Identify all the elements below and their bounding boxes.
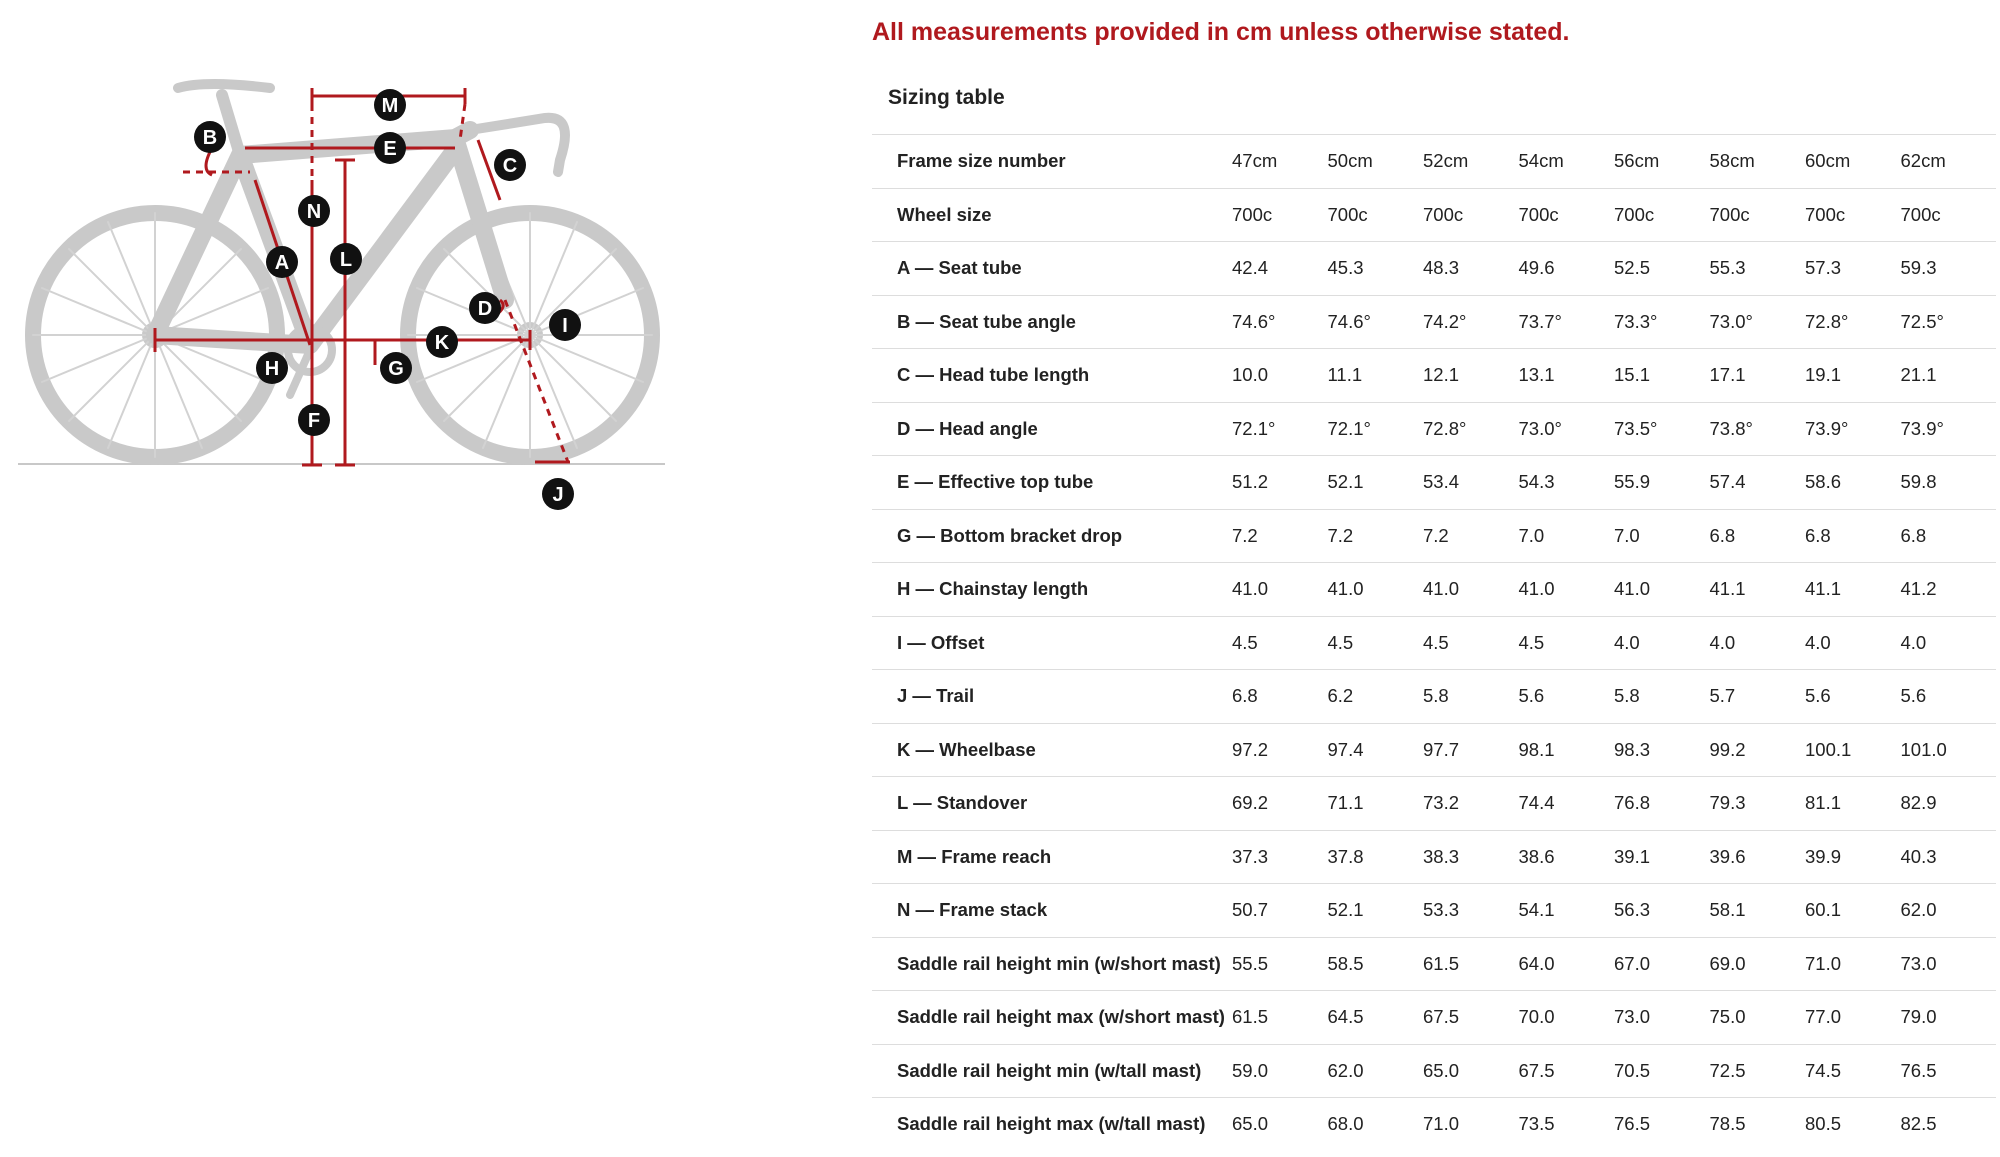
- svg-text:N: N: [306, 201, 322, 223]
- cell-value: 69.0: [1710, 937, 1806, 991]
- cell-value: 73.0: [1614, 991, 1710, 1045]
- svg-text:J: J: [552, 484, 564, 506]
- cell-value: 59.0: [1232, 1044, 1328, 1098]
- table-row: [872, 242, 1996, 296]
- cell-value: 74.2°: [1423, 295, 1519, 349]
- cell-value: 5.6: [1805, 670, 1901, 724]
- cell-value: 62.0: [1901, 884, 1997, 938]
- row-label: Saddle rail height max (w/tall mast): [897, 1113, 1206, 1135]
- cell-value: 10.0: [1232, 349, 1328, 403]
- cell-value: 74.6°: [1232, 295, 1328, 349]
- cell-value: 52.5: [1614, 242, 1710, 296]
- table-row: [872, 1044, 1996, 1098]
- svg-text:F: F: [307, 410, 321, 432]
- cell-value: 58.5: [1328, 937, 1424, 991]
- cell-value: 58.6: [1805, 456, 1901, 510]
- cell-value: 97.7: [1423, 723, 1519, 777]
- sizing-table-title: Sizing table: [888, 86, 1005, 109]
- cell-value: 98.3: [1614, 723, 1710, 777]
- cell-value: 55.9: [1614, 456, 1710, 510]
- cell-value: 71.0: [1805, 937, 1901, 991]
- cell-value: 60.1: [1805, 884, 1901, 938]
- cell-value: 65.0: [1232, 1113, 1269, 1135]
- marker-b: [194, 121, 226, 153]
- cell-value: 700c: [1423, 188, 1519, 242]
- cell-value: 41.1: [1710, 563, 1806, 617]
- row-label: B — Seat tube angle: [872, 295, 1232, 349]
- cell-value: 78.5: [1709, 1113, 1746, 1135]
- cell-value: 41.0: [1519, 563, 1615, 617]
- svg-text:B: B: [202, 127, 218, 149]
- cell-value: 61.5: [1232, 991, 1328, 1045]
- cell-value: 41.1: [1805, 563, 1901, 617]
- cell-value: 700c: [1328, 188, 1424, 242]
- cell-value: 6.8: [1710, 509, 1806, 563]
- cell-value: 73.9°: [1805, 402, 1901, 456]
- cell-value: 17.1: [1710, 349, 1806, 403]
- cell-value: 53.3: [1423, 884, 1519, 938]
- row-label: J — Trail: [872, 670, 1232, 724]
- cell-value: 52.1: [1328, 884, 1424, 938]
- cell-value: 700c: [1710, 188, 1806, 242]
- marker-f: [298, 404, 330, 436]
- row-label: I — Offset: [872, 616, 1232, 670]
- table-row: [872, 830, 1996, 884]
- marker-c: [494, 149, 526, 181]
- table-row: [872, 991, 1996, 1045]
- sizing-table-body: [872, 135, 1996, 1151]
- cell-value: 41.0: [1423, 563, 1519, 617]
- cell-value: 82.5: [1900, 1113, 1937, 1135]
- cell-value: 73.5: [1518, 1113, 1555, 1135]
- cell-value: 54.3: [1519, 456, 1615, 510]
- bike-geometry-diagram: [0, 0, 680, 520]
- cell-value: 67.5: [1519, 1044, 1615, 1098]
- cell-value: 73.0°: [1519, 402, 1615, 456]
- cell-value: 101.0: [1901, 723, 1997, 777]
- row-label: Wheel size: [872, 188, 1232, 242]
- marker-a: [266, 246, 298, 278]
- cell-value: 61.5: [1423, 937, 1519, 991]
- cell-value: 39.9: [1805, 830, 1901, 884]
- svg-text:G: G: [388, 358, 404, 380]
- cell-value: 4.0: [1805, 616, 1901, 670]
- cell-value: 76.8: [1614, 777, 1710, 831]
- cell-value: 49.6: [1519, 242, 1615, 296]
- marker-m: [374, 89, 406, 121]
- cell-value: 74.5: [1805, 1044, 1901, 1098]
- row-label: L — Standover: [872, 777, 1232, 831]
- row-label: Frame size number: [872, 135, 1232, 188]
- cell-value: 700c: [1614, 188, 1710, 242]
- cell-value: 76.5: [1901, 1044, 1997, 1098]
- cell-value: 37.3: [1232, 830, 1328, 884]
- cell-value: 55.5: [1232, 937, 1328, 991]
- cell-value: 48.3: [1423, 242, 1519, 296]
- marker-d: [469, 292, 501, 324]
- cell-value: 57.4: [1710, 456, 1806, 510]
- table-row: [872, 723, 1996, 777]
- cell-value: 99.2: [1710, 723, 1806, 777]
- cell-value: 700c: [1232, 188, 1328, 242]
- cell-value: 70.0: [1519, 991, 1615, 1045]
- marker-h: [256, 352, 288, 384]
- cell-value: 52.1: [1328, 456, 1424, 510]
- cell-value: 700c: [1519, 188, 1615, 242]
- cell-value: 41.2: [1901, 563, 1997, 617]
- cell-value: 54cm: [1519, 135, 1615, 188]
- marker-g: [380, 352, 412, 384]
- row-label: N — Frame stack: [872, 884, 1232, 938]
- sizing-table: [872, 135, 1996, 1151]
- cell-value: 53.4: [1423, 456, 1519, 510]
- svg-text:E: E: [383, 138, 397, 160]
- row-label: D — Head angle: [872, 402, 1232, 456]
- svg-text:H: H: [264, 358, 280, 380]
- table-row: [872, 509, 1996, 563]
- cell-value: 4.5: [1328, 616, 1424, 670]
- svg-text:D: D: [477, 298, 493, 320]
- cell-value: 73.9°: [1901, 402, 1997, 456]
- cell-value: 51.2: [1232, 456, 1328, 510]
- cell-value: 58cm: [1710, 135, 1806, 188]
- cell-value: 41.0: [1232, 563, 1328, 617]
- row-label: Saddle rail height min (w/short mast): [872, 937, 1232, 991]
- cell-value: 68.0: [1327, 1113, 1364, 1135]
- cell-value: 72.5°: [1901, 295, 1997, 349]
- cell-value: 5.8: [1614, 670, 1710, 724]
- svg-text:K: K: [434, 332, 450, 354]
- row-label: Saddle rail height min (w/tall mast): [872, 1044, 1232, 1098]
- cell-value: 52cm: [1423, 135, 1519, 188]
- cell-value: 98.1: [1519, 723, 1615, 777]
- cell-value: 73.0: [1901, 937, 1997, 991]
- cell-value: 4.5: [1232, 616, 1328, 670]
- cell-value: 75.0: [1710, 991, 1806, 1045]
- cell-value: 69.2: [1232, 777, 1328, 831]
- cell-value: 67.5: [1423, 991, 1519, 1045]
- saddle: [178, 84, 270, 88]
- row-label: Saddle rail height max (w/short mast): [872, 991, 1232, 1045]
- cell-value: 21.1: [1901, 349, 1997, 403]
- cell-value: 58.1: [1710, 884, 1806, 938]
- cell-value: 74.6°: [1328, 295, 1424, 349]
- cell-value: 6.2: [1328, 670, 1424, 724]
- cell-value: 6.8: [1901, 509, 1997, 563]
- cell-value: 7.0: [1519, 509, 1615, 563]
- cell-value: 41.0: [1614, 563, 1710, 617]
- row-label: K — Wheelbase: [872, 723, 1232, 777]
- cell-value: 50cm: [1328, 135, 1424, 188]
- cell-value: 74.4: [1519, 777, 1615, 831]
- cell-value: 73.3°: [1614, 295, 1710, 349]
- cell-value: 37.8: [1328, 830, 1424, 884]
- cell-value: 64.5: [1328, 991, 1424, 1045]
- table-row: [872, 456, 1996, 510]
- cell-value: 5.6: [1519, 670, 1615, 724]
- row-label: A — Seat tube: [872, 242, 1232, 296]
- cell-value: 62cm: [1901, 135, 1997, 188]
- cell-value: 5.7: [1710, 670, 1806, 724]
- cell-value: 59.8: [1901, 456, 1997, 510]
- cell-value: 77.0: [1805, 991, 1901, 1045]
- cell-value: 700c: [1901, 188, 1997, 242]
- marker-e: [374, 132, 406, 164]
- cell-value: 72.1°: [1328, 402, 1424, 456]
- cell-value: 4.0: [1901, 616, 1997, 670]
- cell-value: 76.5: [1614, 1113, 1651, 1135]
- cell-value: 42.4: [1232, 242, 1328, 296]
- cell-value: 72.1°: [1232, 402, 1328, 456]
- table-row: [872, 295, 1996, 349]
- cell-value: 100.1: [1805, 723, 1901, 777]
- cell-value: 72.8°: [1805, 295, 1901, 349]
- cell-value: 79.3: [1710, 777, 1806, 831]
- cell-value: 54.1: [1519, 884, 1615, 938]
- marker-j: [542, 478, 574, 510]
- cell-value: 39.6: [1710, 830, 1806, 884]
- marker-k: [426, 326, 458, 358]
- cell-value: 39.1: [1614, 830, 1710, 884]
- svg-text:A: A: [274, 252, 290, 274]
- table-row: [872, 616, 1996, 670]
- table-row: [872, 937, 1996, 991]
- cell-value: 79.0: [1901, 991, 1997, 1045]
- row-label: G — Bottom bracket drop: [872, 509, 1232, 563]
- cell-value: 73.8°: [1710, 402, 1806, 456]
- cell-value: 45.3: [1328, 242, 1424, 296]
- cell-value: 65.0: [1423, 1044, 1519, 1098]
- cell-value: 41.0: [1328, 563, 1424, 617]
- cell-value: 64.0: [1519, 937, 1615, 991]
- cell-value: 72.8°: [1423, 402, 1519, 456]
- table-row: [872, 1098, 1996, 1151]
- table-row: [872, 563, 1996, 617]
- marker-l: [330, 243, 362, 275]
- row-label: H — Chainstay length: [872, 563, 1232, 617]
- cell-value: 6.8: [1232, 670, 1328, 724]
- cell-value: 71.1: [1328, 777, 1424, 831]
- cell-value: 67.0: [1614, 937, 1710, 991]
- svg-text:M: M: [381, 95, 399, 117]
- cell-value: 5.6: [1901, 670, 1997, 724]
- table-row: [872, 884, 1996, 938]
- cell-value: 73.0°: [1710, 295, 1806, 349]
- svg-text:I: I: [562, 315, 568, 337]
- cell-value: 62.0: [1328, 1044, 1424, 1098]
- cell-value: 40.3: [1901, 830, 1997, 884]
- cell-value: 47cm: [1232, 135, 1328, 188]
- cell-value: 70.5: [1614, 1044, 1710, 1098]
- row-label: C — Head tube length: [872, 349, 1232, 403]
- cell-value: 7.2: [1232, 509, 1328, 563]
- table-row: [872, 670, 1996, 724]
- cell-value: 38.3: [1423, 830, 1519, 884]
- cell-value: 12.1: [1423, 349, 1519, 403]
- cell-value: 81.1: [1805, 777, 1901, 831]
- row-label: M — Frame reach: [872, 830, 1232, 884]
- cell-value: 7.2: [1328, 509, 1424, 563]
- cell-value: 59.3: [1901, 242, 1997, 296]
- cell-value: 4.0: [1710, 616, 1806, 670]
- cell-value: 4.5: [1519, 616, 1615, 670]
- cell-value: 700c: [1805, 188, 1901, 242]
- cell-value: 5.8: [1423, 670, 1519, 724]
- cell-value: 72.5: [1710, 1044, 1806, 1098]
- cell-value: 73.5°: [1614, 402, 1710, 456]
- cell-value: 71.0: [1423, 1113, 1460, 1135]
- svg-text:L: L: [339, 249, 353, 271]
- cell-value: 7.0: [1614, 509, 1710, 563]
- cell-value: 56cm: [1614, 135, 1710, 188]
- cell-value: 15.1: [1614, 349, 1710, 403]
- table-row: [872, 402, 1996, 456]
- cell-value: 73.2: [1423, 777, 1519, 831]
- row-label: E — Effective top tube: [872, 456, 1232, 510]
- marker-i: [549, 309, 581, 341]
- cell-value: 97.2: [1232, 723, 1328, 777]
- cell-value: 13.1: [1519, 349, 1615, 403]
- cell-value: 57.3: [1805, 242, 1901, 296]
- table-row: [872, 349, 1996, 403]
- cell-value: 4.5: [1423, 616, 1519, 670]
- cell-value: 55.3: [1710, 242, 1806, 296]
- measurement-notice: All measurements provided in cm unless otherwise stated.: [872, 18, 1570, 46]
- cell-value: 80.5: [1805, 1113, 1842, 1135]
- cell-value: 19.1: [1805, 349, 1901, 403]
- cell-value: 56.3: [1614, 884, 1710, 938]
- svg-text:C: C: [502, 155, 518, 177]
- cell-value: 82.9: [1901, 777, 1997, 831]
- cell-value: 4.0: [1614, 616, 1710, 670]
- table-row: [872, 135, 1996, 188]
- cell-value: 11.1: [1328, 349, 1424, 403]
- cell-value: 97.4: [1328, 723, 1424, 777]
- cell-value: 73.7°: [1519, 295, 1615, 349]
- cell-value: 6.8: [1805, 509, 1901, 563]
- cell-value: 50.7: [1232, 884, 1328, 938]
- table-row: [872, 188, 1996, 242]
- cell-value: 38.6: [1519, 830, 1615, 884]
- marker-n: [298, 195, 330, 227]
- cell-value: 7.2: [1423, 509, 1519, 563]
- table-row: [872, 777, 1996, 831]
- cell-value: 60cm: [1805, 135, 1901, 188]
